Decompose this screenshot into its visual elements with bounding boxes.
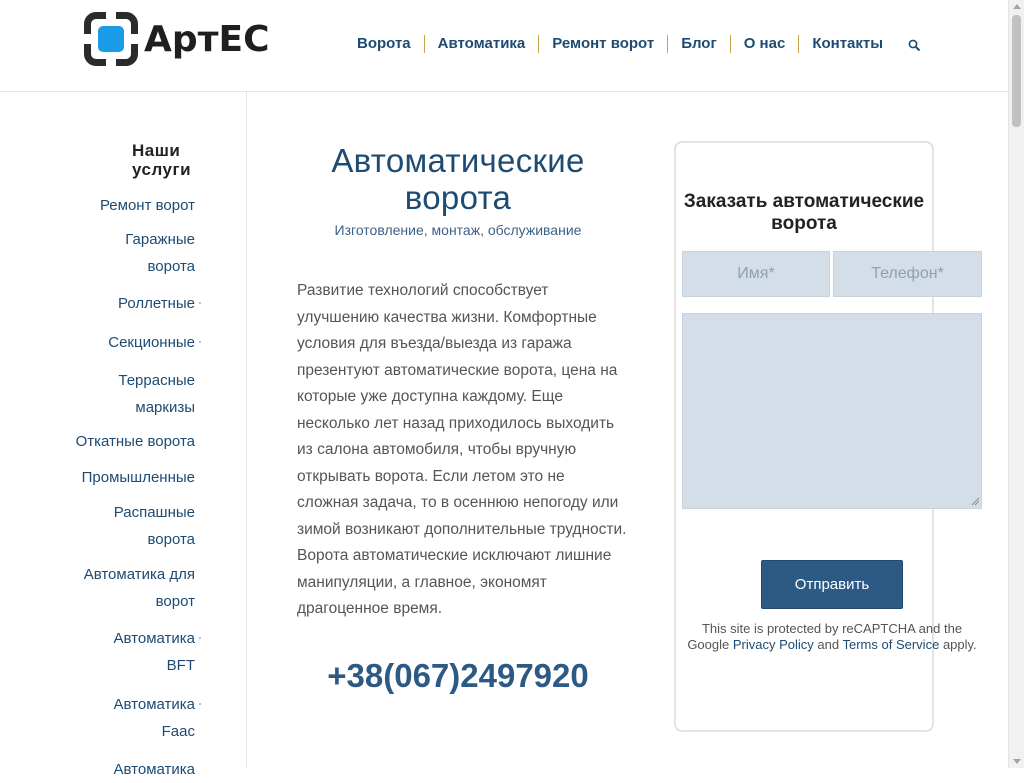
sidebar-item-label: Секционные — [108, 334, 195, 351]
sidebar-item-industrial[interactable]: Промышленные — [81, 469, 195, 486]
site-header — [0, 0, 1008, 92]
page-title: Автоматические ворота — [331, 142, 585, 216]
sidebar-item-label: Автоматика Faac — [113, 696, 195, 740]
scroll-up-arrow-icon[interactable] — [1013, 4, 1021, 9]
scroll-down-arrow-icon[interactable] — [1013, 759, 1021, 764]
phone-number[interactable]: +38(067)2497920 — [327, 657, 589, 694]
nav-item-blog[interactable]: Блог — [667, 35, 730, 53]
sidebar-item-roller[interactable] — [118, 290, 195, 317]
intro-paragraph: Развитие технологий способствует улучшению качества жизни. Комфортные условия для въезда/выезда из гаража презентуют автоматические ворота, цена на которые уже доступна каждому. Еще несколько лет назад приходилось выходить из салона автомобиля, чтобы вручную открывать ворота. Если летом это не сложная задача, то в осеннюю непогоду или зимой возникают дополнительные трудности. Ворота автоматические исключают лишние манипуляции, а главное, экономят драгоценное время. — [297, 282, 627, 617]
sidebar-item-label: Автоматика BFT — [113, 630, 195, 674]
site-logo[interactable] — [82, 9, 270, 69]
resize-handle-icon[interactable] — [971, 497, 980, 506]
sidebar-item-automation-bft[interactable] — [105, 625, 195, 679]
logo-text: АртЕС — [144, 18, 270, 60]
sidebar-title: Наши услуги — [132, 141, 192, 179]
nav-item-gates[interactable]: Ворота — [357, 35, 411, 52]
privacy-policy-link[interactable]: Privacy Policy — [732, 637, 814, 652]
sidebar-item-gate-automation[interactable]: Автоматика для ворот — [83, 566, 195, 610]
sidebar-item-garage-gates[interactable]: Гаражные ворота — [125, 231, 195, 275]
main-nav — [344, 35, 896, 53]
nav-item-gate-repair[interactable]: Ремонт ворот — [538, 35, 667, 53]
sidebar-item-automation-faac[interactable] — [105, 691, 195, 745]
phone-field[interactable]: Телефон* — [833, 251, 982, 297]
sidebar-item-automation-more[interactable]: Автоматика — [113, 761, 195, 778]
page-subtitle: Изготовление, монтаж, обслуживание — [334, 222, 582, 238]
search-icon[interactable] — [908, 39, 921, 52]
sidebar-item-sectional[interactable] — [108, 329, 195, 356]
nav-item-about[interactable]: О нас — [730, 35, 799, 53]
form-title: Заказать автоматические ворота — [683, 191, 925, 234]
nav-item-contacts[interactable]: Контакты — [798, 35, 896, 53]
sidebar-item-label: Роллетные — [118, 295, 195, 312]
message-textarea[interactable] — [682, 313, 982, 509]
sidebar-item-swing-gates[interactable]: Распашные ворота — [113, 504, 195, 548]
submenu-dot-icon — [199, 341, 201, 343]
sidebar-item-gate-repair[interactable]: Ремонт ворот — [99, 197, 195, 214]
submenu-dot-icon — [199, 703, 201, 705]
scroll-thumb[interactable] — [1012, 15, 1021, 127]
terms-of-service-link[interactable]: Terms of Service — [842, 637, 940, 652]
name-field[interactable]: Имя* — [682, 251, 830, 297]
nav-item-automation[interactable]: Автоматика — [424, 35, 539, 53]
submenu-dot-icon — [199, 637, 201, 639]
page-scrollbar[interactable] — [1008, 0, 1024, 768]
sidebar-item-sliding-gates[interactable]: Откатные ворота — [75, 433, 195, 450]
services-sidebar — [0, 92, 247, 778]
sidebar-item-terrace-awnings[interactable]: Террасные маркизы — [118, 372, 195, 416]
recaptcha-apply-text: apply. — [942, 637, 977, 652]
recaptcha-text: This site is protected by reCAPTCHA and the Google — [687, 621, 963, 652]
recaptcha-and-text: and — [817, 637, 840, 652]
logo-mark-icon — [82, 10, 140, 68]
recaptcha-notice — [682, 621, 982, 653]
submenu-dot-icon — [199, 302, 201, 304]
submit-button[interactable]: Отправить — [761, 560, 903, 609]
